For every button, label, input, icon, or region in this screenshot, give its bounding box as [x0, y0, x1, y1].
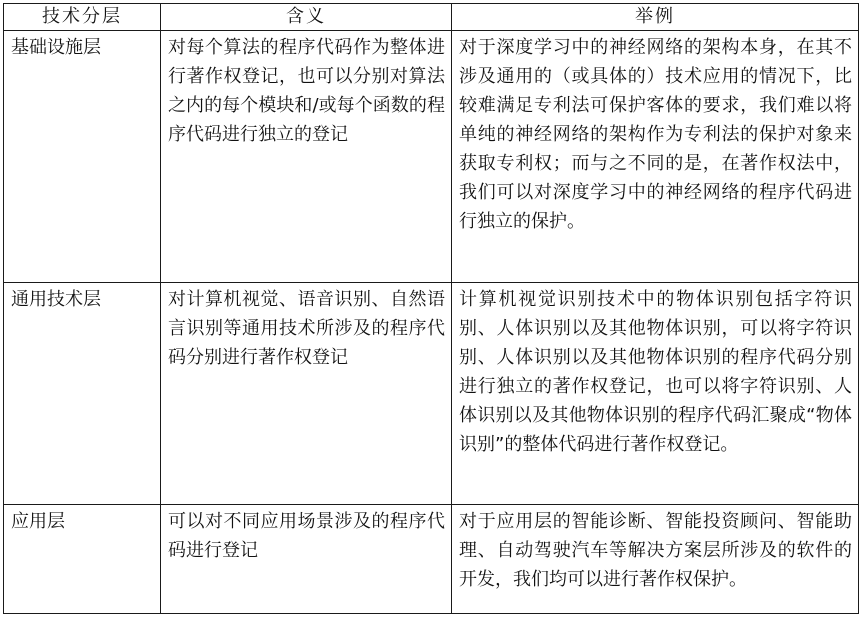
row-meaning-cell: 对计算机视觉、语音识别、自然语言识别等通用技术所涉及的程序代码分别进行著作权登记 [161, 283, 452, 505]
row-layer-cell: 通用技术层 [4, 283, 161, 505]
row-example-cell: 计算机视觉识别技术中的物体识别包括字符识别、人体识别以及其他物体识别，可以将字符识别、人体识别以及其他物体识别的程序代码分别进行独立的著作权登记，也可以将字符识别、人体识别以及其他物体识别的程序代码汇聚成“物体识别”的整体代码进行著作权登记。 [452, 283, 859, 505]
row-meaning-cell: 可以对不同应用场景涉及的程序代码进行登记 [161, 505, 452, 614]
row-example-cell: 对于深度学习中的神经网络的架构本身，在其不涉及通用的（或具体的）技术应用的情况下，比较难满足专利法可保护客体的要求，我们难以将单纯的神经网络的架构作为专利法的保护对象来获取专利权；而与之不同的是，在著作权法中，我们可以对深度学习中的神经网络的程序代码进行独立的保护。 [452, 31, 859, 283]
header-layer: 技术分层 [4, 4, 161, 31]
header-meaning: 含义 [161, 4, 452, 31]
table-row [4, 505, 859, 614]
copyright-layer-table [3, 3, 859, 614]
row-example-cell: 对于应用层的智能诊断、智能投资顾问、智能助理、自动驾驶汽车等解决方案层所涉及的软件的开发，我们均可以进行著作权保护。 [452, 505, 859, 614]
table-row [4, 31, 859, 283]
table-header-row [4, 4, 859, 31]
row-layer-cell: 基础设施层 [4, 31, 161, 283]
row-layer-cell: 应用层 [4, 505, 161, 614]
header-example: 举例 [452, 4, 859, 31]
table-row [4, 283, 859, 505]
row-meaning-cell: 对每个算法的程序代码作为整体进行著作权登记，也可以分别对算法之内的每个模块和/或每个函数的程序代码进行独立的登记 [161, 31, 452, 283]
